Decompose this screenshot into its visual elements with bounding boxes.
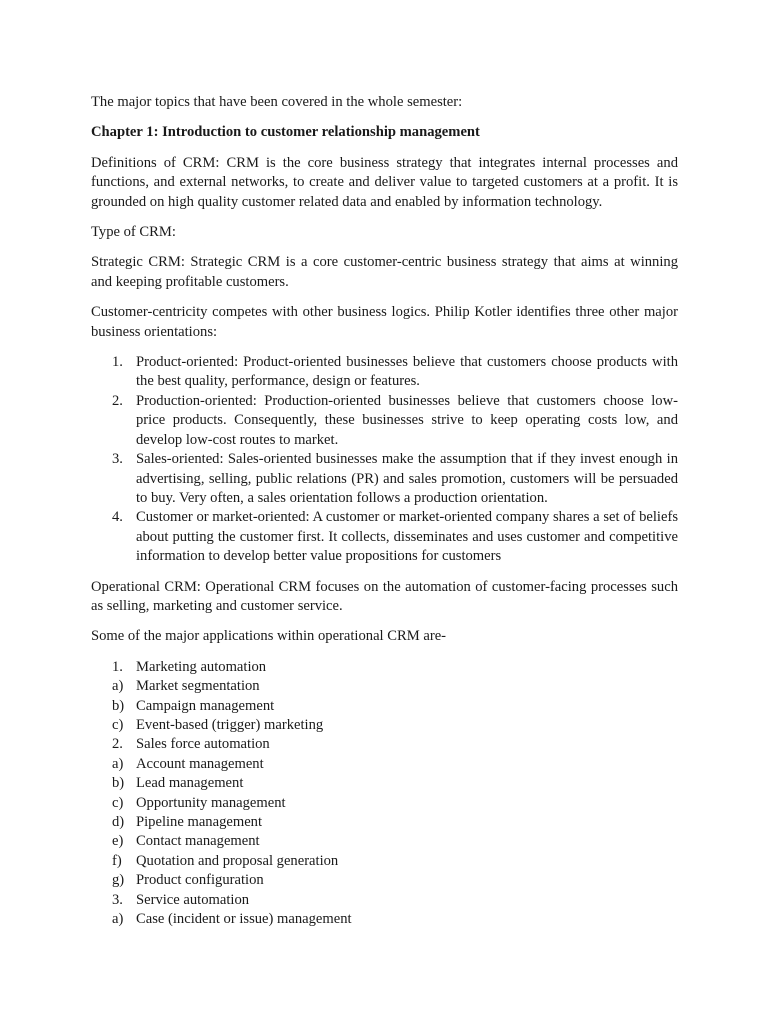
applications-heading: Some of the major applications within operational CRM are- xyxy=(91,628,447,645)
list-marker: c) xyxy=(112,716,124,733)
intro-paragraph: The major topics that have been covered in the whole semester: xyxy=(91,94,463,110)
list-marker: 4. xyxy=(112,509,123,526)
list-item-text: Market segmentation xyxy=(136,678,260,695)
list-item xyxy=(91,871,678,890)
list-item-text: Pipeline management xyxy=(136,814,263,830)
list-item-text: Contact management xyxy=(136,833,260,850)
strategic-paragraph: Strategic CRM: Strategic CRM is a core customer-centric business strategy that aims at winning and keeping profitable customers. xyxy=(91,254,678,290)
list-item xyxy=(91,755,678,774)
applications-list xyxy=(91,658,678,930)
operational-paragraph: Operational CRM: Operational CRM focuses on the automation of customer-facing processes such as selling, marketing and customer service. xyxy=(91,578,678,614)
list-item-text: Sales force automation xyxy=(136,736,270,753)
list-item xyxy=(91,735,678,754)
list-item xyxy=(91,450,678,508)
list-item xyxy=(91,677,678,696)
list-item-text: Campaign management xyxy=(136,697,275,714)
list-item xyxy=(91,508,678,566)
list-marker: b) xyxy=(112,697,125,714)
list-item-text: Production-oriented: Production-oriented businesses believe that customers choose low-price products. Consequently, these businesses strive to keep operating costs low, and develop low-cost routes to market. xyxy=(136,392,678,448)
list-item-text: Product-oriented: Product-oriented businesses believe that customers choose products with the best quality, performance, design or features. xyxy=(136,354,678,390)
list-marker: a) xyxy=(112,911,124,928)
list-item-text: Lead management xyxy=(136,775,244,792)
list-marker: g) xyxy=(112,872,125,889)
list-marker: 2. xyxy=(112,392,123,409)
list-marker: f) xyxy=(112,852,122,869)
list-item-text: Event-based (trigger) marketing xyxy=(136,716,324,733)
list-item xyxy=(91,891,678,910)
list-item xyxy=(91,716,678,735)
list-marker: a) xyxy=(112,755,124,772)
list-marker: 1. xyxy=(112,658,123,675)
list-marker: b) xyxy=(112,775,125,792)
type-heading: Type of CRM: xyxy=(91,224,176,241)
list-marker: c) xyxy=(112,794,124,811)
list-item xyxy=(91,392,678,450)
list-item-text: Quotation and proposal generation xyxy=(136,852,339,869)
list-marker: 2. xyxy=(112,736,123,753)
list-item xyxy=(91,794,678,813)
list-marker: e) xyxy=(112,833,124,850)
list-marker: a) xyxy=(112,678,124,695)
list-item-text: Case (incident or issue) management xyxy=(136,911,352,928)
list-item-text: Opportunity management xyxy=(136,794,286,811)
list-item xyxy=(91,697,678,716)
list-item xyxy=(91,813,678,832)
list-item xyxy=(91,774,678,793)
list-item-text: Customer or market-oriented: A customer or market-oriented company shares a set of beliefs about putting the customer first. It collects, disseminates and uses customer and competitive information to develop better value propositions for customers xyxy=(136,509,678,565)
chapter-heading: Chapter 1: Introduction to customer relationship management xyxy=(91,124,480,141)
list-item-text: Marketing automation xyxy=(136,658,267,675)
list-item-text: Account management xyxy=(136,755,264,772)
definitions-paragraph: Definitions of CRM: CRM is the core business strategy that integrates internal processes and functions, and external networks, to create and deliver value to targeted customers at a profit. It is grounded on high quality customer related data and enabled by information technology. xyxy=(91,154,678,210)
list-item xyxy=(91,353,678,392)
list-item-text: Product configuration xyxy=(136,872,264,889)
list-item xyxy=(91,910,678,929)
list-item-text: Service automation xyxy=(136,891,250,908)
list-marker: d) xyxy=(112,814,125,830)
orientations-list xyxy=(91,353,678,566)
list-item xyxy=(91,852,678,871)
list-item xyxy=(91,832,678,851)
list-marker: 1. xyxy=(112,354,123,371)
list-item xyxy=(91,658,678,677)
list-marker: 3. xyxy=(112,891,123,908)
list-item-text: Sales-oriented: Sales-oriented businesses make the assumption that if they invest enough in advertising, selling, public relations (PR) and sales promotion, customers will be persuaded to buy. Very often, a sales orientation follows a production orientation. xyxy=(136,451,678,506)
list-marker: 3. xyxy=(112,451,123,468)
document-body xyxy=(91,93,678,929)
centricity-paragraph: Customer-centricity competes with other business logics. Philip Kotler identifies three other major business orientations: xyxy=(91,304,678,340)
